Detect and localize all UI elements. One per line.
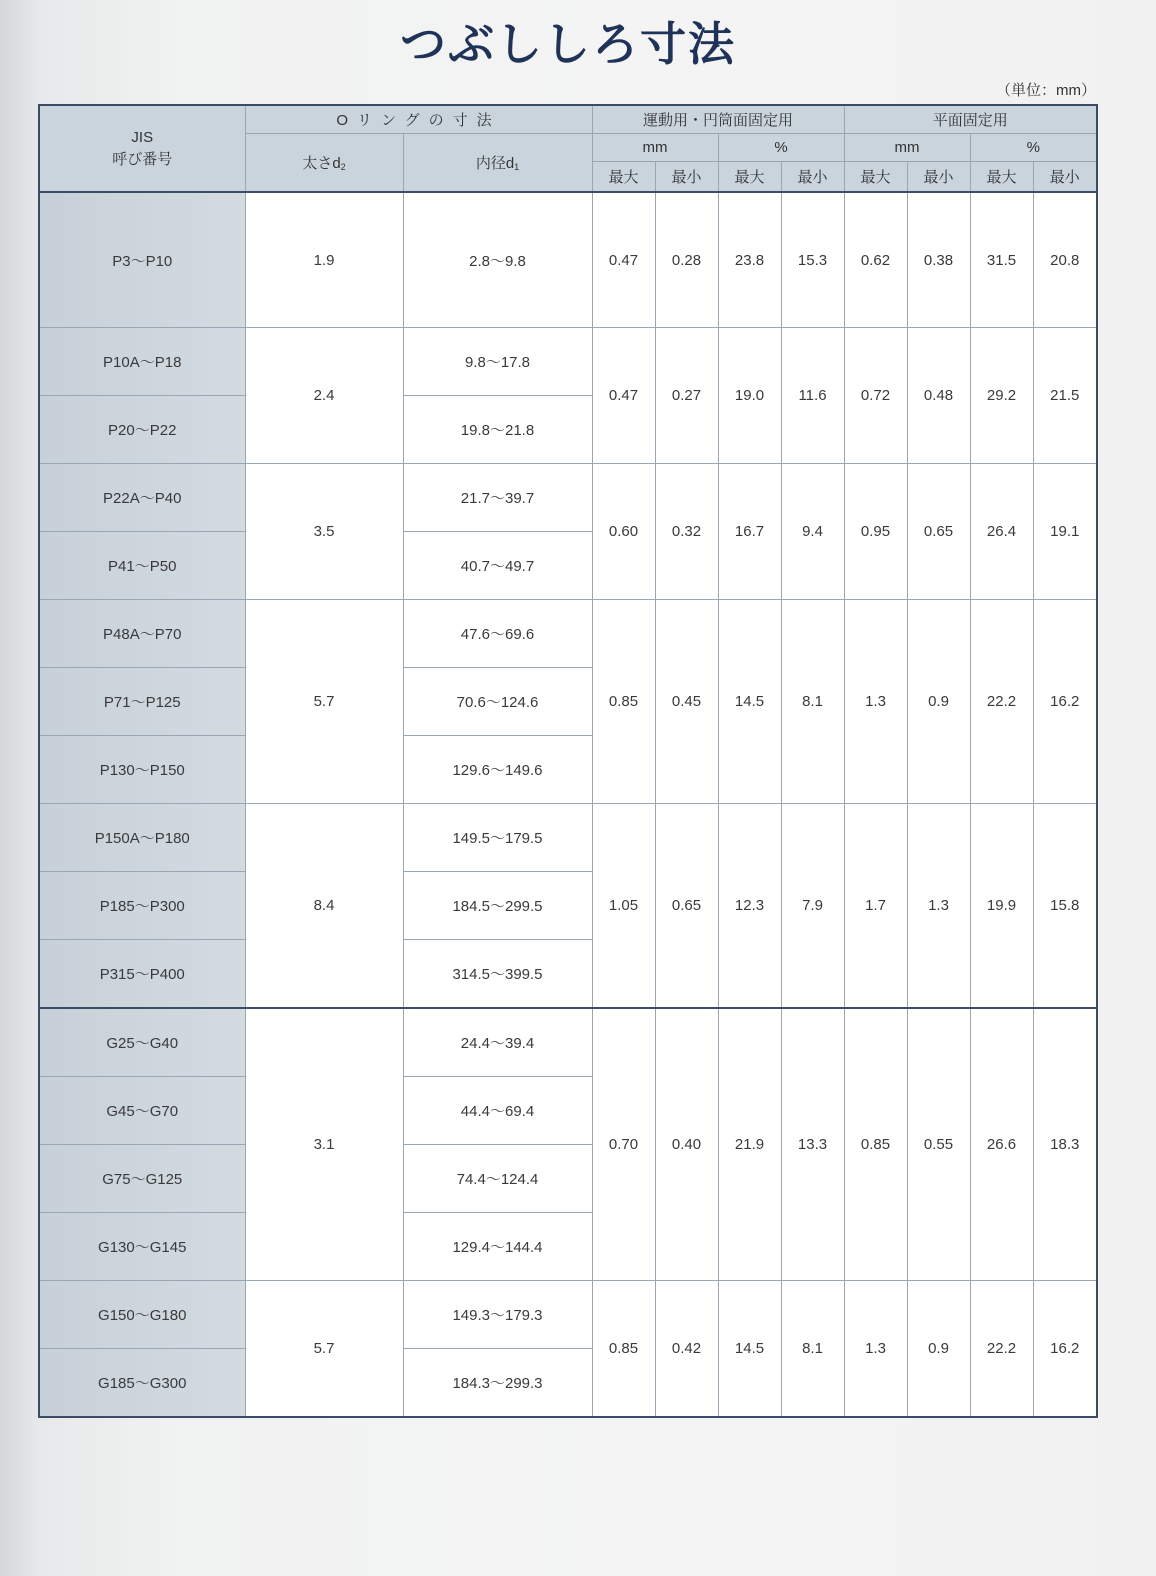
dynamic-mm-min-cell: 0.28 (655, 192, 718, 328)
dynamic-pct-min-header: 最小 (781, 162, 844, 193)
dynamic-pct-max-header: 最大 (718, 162, 781, 193)
inner-diameter-cell: 24.4〜39.4 (403, 1008, 592, 1077)
dynamic-pct-min-cell: 7.9 (781, 804, 844, 1009)
squeeze-dimension-table (38, 104, 1098, 1418)
inner-diameter-cell: 314.5〜399.5 (403, 940, 592, 1009)
dynamic-pct-max-cell: 12.3 (718, 804, 781, 1009)
unit-note: （単位：mm） (996, 82, 1096, 99)
dynamic-percent-header: % (718, 134, 844, 162)
flat-mm-max-cell: 0.62 (844, 192, 907, 328)
jis-code-cell: P22A〜P40 (39, 464, 245, 532)
dynamic-mm-max-cell: 0.47 (592, 328, 655, 464)
flat-pct-min-cell: 21.5 (1033, 328, 1097, 464)
flat-mm-max-cell: 0.72 (844, 328, 907, 464)
inner-diameter-cell: 47.6〜69.6 (403, 600, 592, 668)
dynamic-pct-max-cell: 14.5 (718, 600, 781, 804)
dynamic-mm-max-cell: 0.85 (592, 1281, 655, 1418)
jis-code-cell: G75〜G125 (39, 1145, 245, 1213)
jis-code-cell: P150A〜P180 (39, 804, 245, 872)
jis-code-cell: P10A〜P18 (39, 328, 245, 396)
jis-code-cell: G130〜G145 (39, 1213, 245, 1281)
flat-mm-max-cell: 1.3 (844, 600, 907, 804)
thickness-header-label: 太さd (302, 155, 341, 172)
dynamic-mm-min-cell: 0.32 (655, 464, 718, 600)
flat-mm-min-cell: 0.9 (907, 600, 970, 804)
inner-diameter-cell: 40.7〜49.7 (403, 532, 592, 600)
flat-pct-min-cell: 16.2 (1033, 600, 1097, 804)
jis-code-cell: G45〜G70 (39, 1077, 245, 1145)
flat-mm-min-cell: 0.9 (907, 1281, 970, 1418)
dynamic-pct-max-cell: 23.8 (718, 192, 781, 328)
flat-mm-min-header: 最小 (907, 162, 970, 193)
dynamic-mm-header: mm (592, 134, 718, 162)
dynamic-mm-max-cell: 0.47 (592, 192, 655, 328)
dynamic-pct-min-cell: 8.1 (781, 600, 844, 804)
dynamic-mm-min-cell: 0.40 (655, 1008, 718, 1281)
inner-diameter-header-subscript: 1 (514, 162, 520, 172)
dynamic-pct-min-cell: 11.6 (781, 328, 844, 464)
flat-mm-max-header: 最大 (844, 162, 907, 193)
inner-diameter-cell: 149.5〜179.5 (403, 804, 592, 872)
inner-diameter-cell: 21.7〜39.7 (403, 464, 592, 532)
thickness-cell: 8.4 (245, 804, 403, 1009)
dynamic-mm-max-header: 最大 (592, 162, 655, 193)
flat-static-header: 平面固定用 (844, 105, 1097, 134)
oring-dimensions-header: Oリングの寸法 (245, 105, 592, 134)
dynamic-pct-min-cell: 15.3 (781, 192, 844, 328)
flat-pct-max-cell: 19.9 (970, 804, 1033, 1009)
thickness-cell: 3.5 (245, 464, 403, 600)
inner-diameter-cell: 9.8〜17.8 (403, 328, 592, 396)
jis-code-cell: P71〜P125 (39, 668, 245, 736)
table-row (39, 804, 1097, 872)
thickness-header-subscript: 2 (340, 162, 346, 172)
jis-header-label: JIS (131, 128, 154, 146)
jis-code-cell: P315〜P400 (39, 940, 245, 1009)
dynamic-mm-max-cell: 0.60 (592, 464, 655, 600)
flat-mm-max-cell: 1.7 (844, 804, 907, 1009)
table-row (39, 464, 1097, 532)
dynamic-pct-max-cell: 21.9 (718, 1008, 781, 1281)
inner-diameter-cell: 184.3〜299.3 (403, 1349, 592, 1418)
dynamic-pct-max-cell: 16.7 (718, 464, 781, 600)
dynamic-mm-min-header: 最小 (655, 162, 718, 193)
thickness-cell: 3.1 (245, 1008, 403, 1281)
flat-pct-max-cell: 26.6 (970, 1008, 1033, 1281)
flat-mm-max-cell: 1.3 (844, 1281, 907, 1418)
flat-pct-max-cell: 26.4 (970, 464, 1033, 600)
thickness-cell: 5.7 (245, 1281, 403, 1418)
jis-code-cell: P185〜P300 (39, 872, 245, 940)
table-row (39, 600, 1097, 668)
flat-pct-min-cell: 20.8 (1033, 192, 1097, 328)
jis-code-cell: P41〜P50 (39, 532, 245, 600)
inner-diameter-cell: 74.4〜124.4 (403, 1145, 592, 1213)
thickness-cell: 1.9 (245, 192, 403, 328)
inner-diameter-cell: 149.3〜179.3 (403, 1281, 592, 1349)
inner-diameter-header (403, 134, 592, 193)
inner-diameter-cell: 70.6〜124.6 (403, 668, 592, 736)
flat-mm-min-cell: 1.3 (907, 804, 970, 1009)
inner-diameter-cell: 2.8〜9.8 (403, 192, 592, 328)
flat-mm-min-cell: 0.55 (907, 1008, 970, 1281)
inner-diameter-cell: 19.8〜21.8 (403, 396, 592, 464)
inner-diameter-cell: 129.4〜144.4 (403, 1213, 592, 1281)
inner-diameter-cell: 44.4〜69.4 (403, 1077, 592, 1145)
dynamic-pct-min-cell: 13.3 (781, 1008, 844, 1281)
dynamic-mm-min-cell: 0.45 (655, 600, 718, 804)
inner-diameter-header-label: 内径d (475, 155, 515, 172)
table-row (39, 1281, 1097, 1349)
flat-pct-max-cell: 22.2 (970, 600, 1033, 804)
jis-code-cell: G25〜G40 (39, 1008, 245, 1077)
flat-mm-max-cell: 0.85 (844, 1008, 907, 1281)
thickness-cell: 5.7 (245, 600, 403, 804)
flat-mm-min-cell: 0.65 (907, 464, 970, 600)
flat-pct-min-cell: 16.2 (1033, 1281, 1097, 1418)
page-title: つぶししろ寸法 (400, 17, 736, 71)
flat-pct-min-cell: 18.3 (1033, 1008, 1097, 1281)
dynamic-mm-max-cell: 0.70 (592, 1008, 655, 1281)
flat-pct-min-cell: 15.8 (1033, 804, 1097, 1009)
dynamic-mm-min-cell: 0.27 (655, 328, 718, 464)
table-row (39, 328, 1097, 396)
flat-pct-min-header: 最小 (1033, 162, 1097, 193)
dynamic-pct-max-cell: 19.0 (718, 328, 781, 464)
jis-code-cell: P48A〜P70 (39, 600, 245, 668)
dynamic-mm-max-cell: 1.05 (592, 804, 655, 1009)
dynamic-pct-min-cell: 9.4 (781, 464, 844, 600)
thickness-cell: 2.4 (245, 328, 403, 464)
flat-pct-max-header: 最大 (970, 162, 1033, 193)
jis-code-cell: P3〜P10 (39, 192, 245, 328)
table-row (39, 1008, 1097, 1077)
table-row (39, 192, 1097, 328)
dynamic-pct-min-cell: 8.1 (781, 1281, 844, 1418)
jis-number-header (39, 105, 245, 192)
flat-mm-max-cell: 0.95 (844, 464, 907, 600)
nominal-number-header-label: 呼び番号 (112, 150, 173, 168)
inner-diameter-cell: 129.6〜149.6 (403, 736, 592, 804)
dynamic-mm-max-cell: 0.85 (592, 600, 655, 804)
dynamic-pct-max-cell: 14.5 (718, 1281, 781, 1418)
flat-mm-header: mm (844, 134, 970, 162)
jis-code-cell: G150〜G180 (39, 1281, 245, 1349)
flat-pct-max-cell: 22.2 (970, 1281, 1033, 1418)
dynamic-cylindrical-static-header: 運動用・円筒面固定用 (592, 105, 844, 134)
flat-pct-min-cell: 19.1 (1033, 464, 1097, 600)
flat-mm-min-cell: 0.38 (907, 192, 970, 328)
dynamic-mm-min-cell: 0.42 (655, 1281, 718, 1418)
flat-mm-min-cell: 0.48 (907, 328, 970, 464)
thickness-header (245, 134, 403, 193)
jis-code-cell: P130〜P150 (39, 736, 245, 804)
jis-code-cell: P20〜P22 (39, 396, 245, 464)
flat-pct-max-cell: 31.5 (970, 192, 1033, 328)
jis-code-cell: G185〜G300 (39, 1349, 245, 1418)
flat-pct-max-cell: 29.2 (970, 328, 1033, 464)
dynamic-mm-min-cell: 0.65 (655, 804, 718, 1009)
flat-percent-header: % (970, 134, 1097, 162)
inner-diameter-cell: 184.5〜299.5 (403, 872, 592, 940)
